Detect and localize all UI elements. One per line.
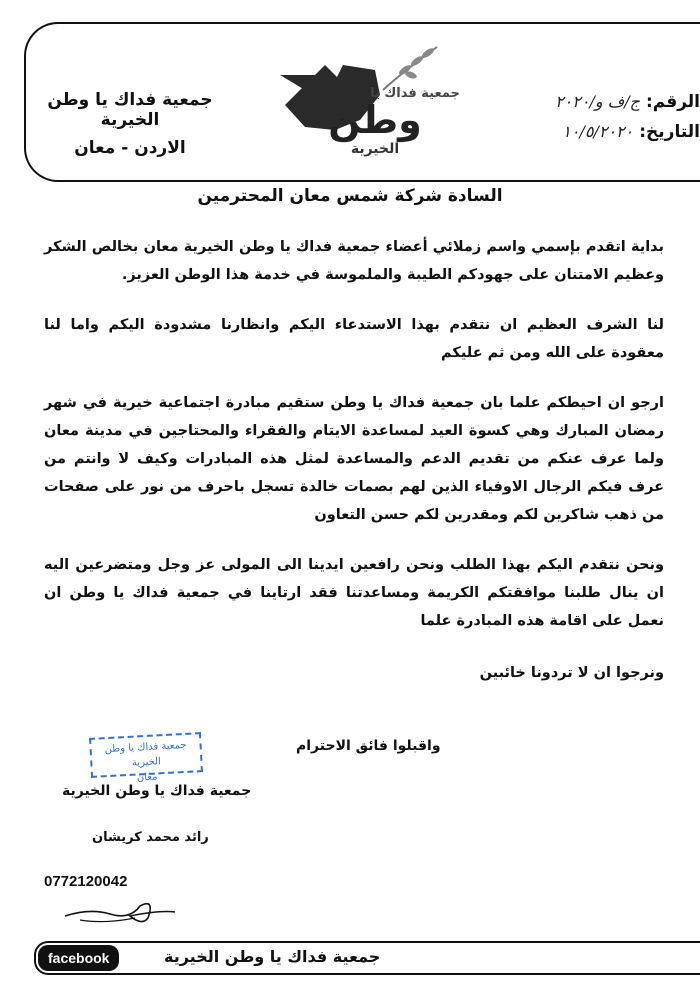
logo-arc-text: جمعية فداك يا xyxy=(370,86,460,101)
footer-bar xyxy=(34,941,700,975)
reference-block xyxy=(480,92,700,152)
closing-greeting: واقبلوا فائق الاحترام xyxy=(296,738,441,754)
association-stamp xyxy=(89,732,203,784)
handwritten-signature xyxy=(60,888,180,928)
ref-number-label: الرقم: xyxy=(645,92,700,112)
date-label: التاريخ: xyxy=(639,122,700,142)
letterhead-org-block xyxy=(30,90,230,158)
association-logo xyxy=(265,35,465,160)
ref-number-value: ج/ف و/٢٠٢٠ xyxy=(555,92,640,111)
signatory-name: رائد محمد كريشان xyxy=(92,830,209,845)
letterhead-org-name: جمعية فداك يا وطن الخيرية xyxy=(47,90,213,130)
body-paragraph: ونحن نتقدم اليكم بهذا الطلب ونحن رافعين ايدينا الى المولى عز وجل ومتضرعين اليه ان ينال طلبنا موافقتكم الكريمة ومساعدتنا فقد ارتاينا في جمعية فداك يا وطن ان نعمل على اقامة هذه المبادرة علما xyxy=(44,557,664,629)
stamp-line-2: معان xyxy=(136,771,158,784)
body-paragraph: ونرجوا ان لا تردونا خائبين xyxy=(479,665,664,681)
body-paragraph: بداية اتقدم بإسمي واسم زملائي أعضاء جمعية فداك يا وطن الخيرية معان بخالص الشكر وعظيم الامتنان على جهودكم الطيبة والملموسة في خدمة هذا الوطن العزيز. xyxy=(44,239,664,283)
logo-main-word: وطن xyxy=(328,98,422,142)
body-paragraph: لنا الشرف العظيم ان نتقدم بهذا الاستدعاء اليكم وانظارنا مشدودة اليكم واما لنا معقودة على الله ومن ثم عليكم xyxy=(44,317,664,361)
logo-sub-word: الخيرية xyxy=(350,141,400,157)
stamp-line-1: جمعية فداك يا وطن الخيرية xyxy=(104,739,187,769)
date-row xyxy=(480,122,700,152)
contact-phone: 0772120042 xyxy=(44,873,128,890)
ref-number-row xyxy=(480,92,700,122)
letterhead-location: الاردن - معان xyxy=(74,138,186,158)
date-value: ١٠/٥/٢٠٢٠ xyxy=(562,122,634,141)
body-paragraph: ارجو ان احيطكم علما بان جمعية فداك يا وطن ستقيم مبادرة اجتماعية خيرية في شهر رمضان المبارك وهي كسوة العيد لمساعدة الايتام والفقراء والمحتاجين في مدينة معان ولما عرف عنكم من تقديم الدعم والمساعدة لمثل هذه المبادرات وكيف لا وانتم من عرف فيكم الرجال الاوفياء الذين لهم بصمات خالدة تسجل باحرف من نور على صفحات من ذهب شاكرين لكم ومقدرين لكم حسن التعاون xyxy=(44,395,664,523)
letter-body xyxy=(44,233,664,709)
footer-org-name: جمعية فداك يا وطن الخيرية xyxy=(164,947,381,966)
signatory-org: جمعية فداك يا وطن الخيرية xyxy=(62,783,252,799)
recipient-line: السادة شركة شمس معان المحترمين xyxy=(197,186,503,206)
facebook-badge: facebook xyxy=(38,945,119,971)
